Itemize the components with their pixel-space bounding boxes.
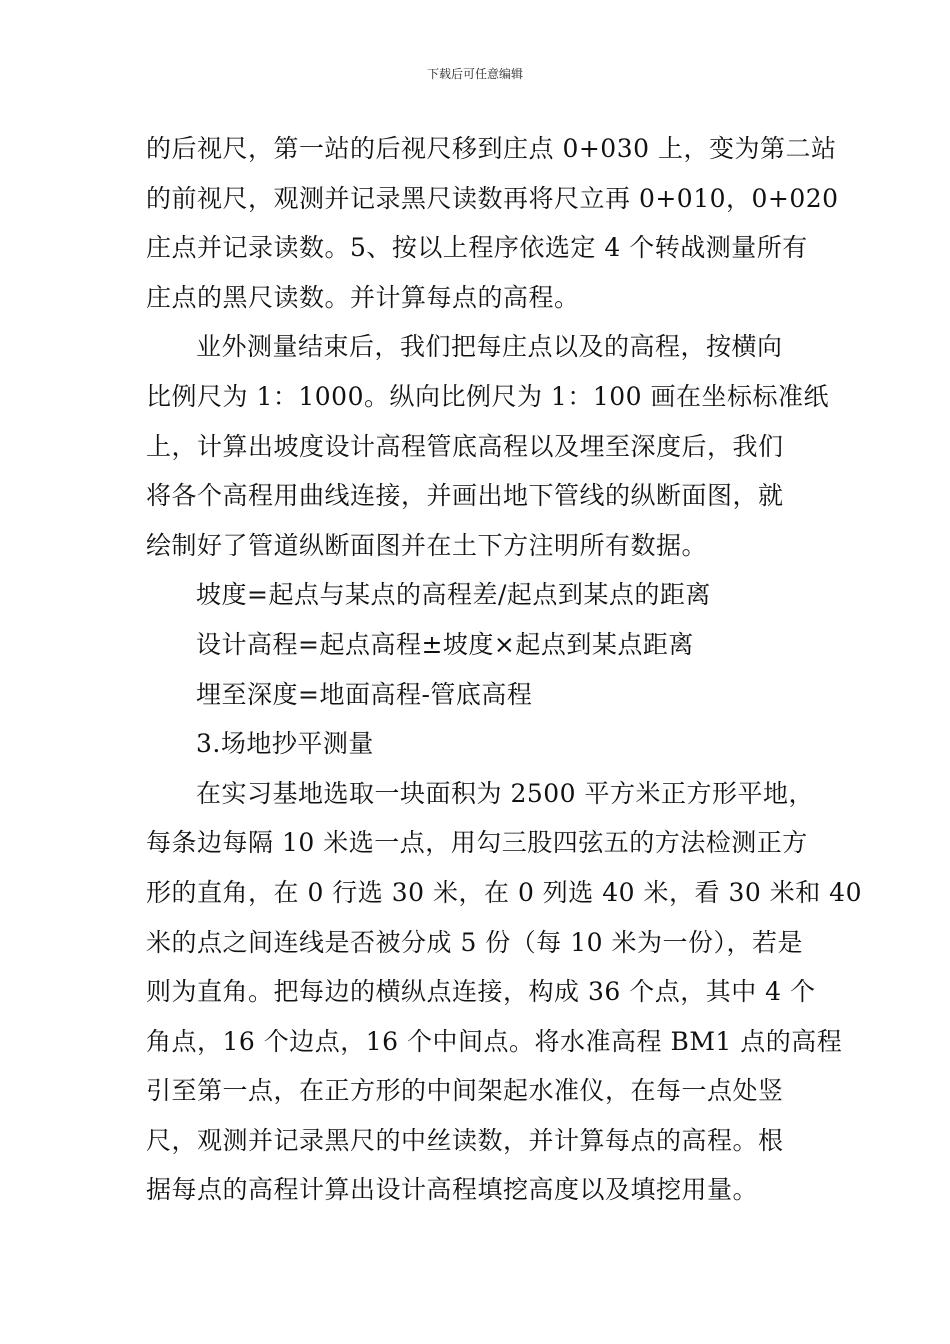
text-line: 的前视尺，观测并记录黑尺读数再将尺立再 0+010，0+020 xyxy=(146,183,839,213)
text-line: 据每点的高程计算出设计高程填挖高度以及填挖用量。 xyxy=(146,1175,759,1205)
text-line: 每条边每隔 10 米选一点，用勾三股四弦五的方法检测正方 xyxy=(146,828,808,858)
text-line: 庄点的黑尺读数。并计算每点的高程。 xyxy=(146,282,580,312)
paragraph-first-line: 在实习基地选取一块面积为 2500 平方米正方形平地， xyxy=(196,778,815,808)
text-line: 的后视尺，第一站的后视尺移到庄点 0+030 上，变为第二站 xyxy=(146,134,837,163)
text-line: 将各个高程用曲线连接，并画出地下管线的纵断面图，就 xyxy=(146,481,784,511)
text-line: 庄点并记录读数。5、按以上程序依选定 4 个转战测量所有 xyxy=(146,233,808,263)
text-line: 则为直角。把每边的横纵点连接，构成 36 个点，其中 4 个 xyxy=(146,977,816,1007)
text-line: 形的直角，在 0 行选 30 米，在 0 列选 40 米，看 30 米和 40 xyxy=(146,877,862,907)
text-line: 尺，观测并记录黑尺的中丝读数，并计算每点的高程。根 xyxy=(146,1125,784,1155)
paragraph-first-line: 业外测量结束后，我们把每庄点以及的高程，按横向 xyxy=(196,332,783,362)
text-line: 引至第一点，在正方形的中间架起水准仪，在每一点处竖 xyxy=(146,1076,784,1106)
document-body xyxy=(146,124,862,1215)
text-line: 角点，16 个边点，16 个中间点。将水准高程 BM1 点的高程 xyxy=(146,1026,843,1056)
formula-burial-depth: 埋至深度=地面高程-管底高程 xyxy=(196,679,533,709)
formula-slope: 坡度=起点与某点的高程差/起点到某点的距离 xyxy=(196,580,711,610)
text-line: 绘制好了管道纵断面图并在土下方注明所有数据。 xyxy=(146,530,708,560)
page-header: 下载后可任意编辑 xyxy=(426,67,523,81)
text-line: 米的点之间连线是否被分成 5 份（每 10 米为一份），若是 xyxy=(146,927,804,957)
formula-design-elevation: 设计高程=起点高程±坡度×起点到某点距离 xyxy=(196,629,694,659)
text-line: 上，计算出坡度设计高程管底高程以及埋至深度后，我们 xyxy=(146,431,784,461)
section-heading: 3.场地抄平测量 xyxy=(196,729,374,759)
text-line: 比例尺为 1：1000。纵向比例尺为 1：100 画在坐标标准纸 xyxy=(146,381,829,411)
